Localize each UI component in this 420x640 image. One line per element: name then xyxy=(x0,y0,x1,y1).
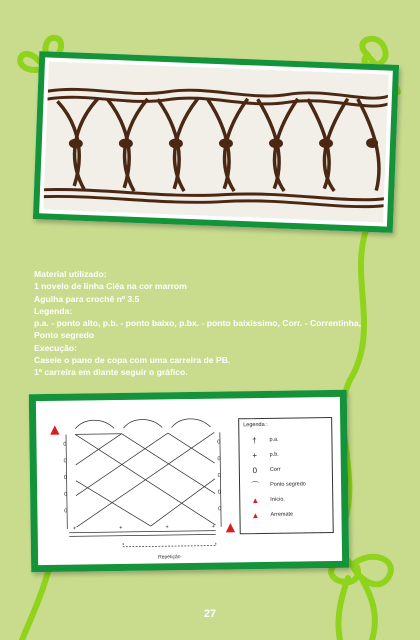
legend-heading: Legenda: xyxy=(34,305,73,316)
materials-line-2: Agulha para crochê nº 3.5 xyxy=(34,293,140,304)
secret-stitch-icon: ⌒ xyxy=(251,481,260,491)
crochet-chart xyxy=(42,403,336,559)
svg-text:0: 0 xyxy=(63,441,67,448)
svg-text:0: 0 xyxy=(217,456,221,463)
single-crochet-icon: + xyxy=(252,451,258,461)
svg-text:+: + xyxy=(119,525,123,532)
chart-legend xyxy=(238,417,334,534)
svg-text:+: + xyxy=(211,523,216,530)
svg-text:+: + xyxy=(72,525,77,532)
chart-legend-title: Legenda : xyxy=(243,421,268,429)
photo-frame xyxy=(33,51,399,233)
svg-text:0: 0 xyxy=(64,508,68,515)
legend-item-label: p.b. xyxy=(269,451,279,458)
execution-heading: Execução: xyxy=(34,342,77,353)
legend-item-label: p.a. xyxy=(269,436,279,443)
materials-line-1: 1 novelo de linha Cléa na cor marrom xyxy=(34,281,187,292)
svg-text:0: 0 xyxy=(217,489,222,496)
chain-stitch-icon: 0 xyxy=(252,466,258,476)
treble-crochet-icon: † xyxy=(252,436,257,446)
svg-text:0: 0 xyxy=(63,458,67,465)
svg-text:0: 0 xyxy=(218,506,222,513)
legend-line-2: Ponto segredo xyxy=(34,330,95,341)
legend-item-label: Corr xyxy=(269,466,281,473)
repeat-label: Repetição xyxy=(158,554,181,561)
legend-item xyxy=(243,434,327,447)
legend-item xyxy=(244,464,328,477)
instructions-text xyxy=(34,268,362,379)
svg-text:0: 0 xyxy=(63,474,67,482)
start-marker-icon: ▲ xyxy=(251,496,260,506)
svg-text:0: 0 xyxy=(217,439,221,446)
finish-marker-icon: ▲ xyxy=(251,511,260,521)
crochet-photo-drawing xyxy=(43,62,388,223)
execution-line-1: Caseie o pano de copa com uma carreira de PB. xyxy=(34,355,231,366)
svg-text:0: 0 xyxy=(64,491,68,498)
execution-line-2: 1ª carreira em diante seguir o gráfico. xyxy=(34,367,188,378)
legend-item xyxy=(244,509,328,522)
legend-item-label: Arremate xyxy=(270,511,294,518)
materials-heading: Material utilizado: xyxy=(34,269,107,279)
chart-frame xyxy=(29,390,349,572)
legend-item-label: Início. xyxy=(270,496,285,503)
svg-text:0: 0 xyxy=(217,472,221,479)
page-number: 27 xyxy=(203,608,217,620)
svg-text:+: + xyxy=(165,524,169,531)
legend-item xyxy=(244,449,328,462)
crochet-photo xyxy=(43,62,388,223)
legend-item xyxy=(244,479,328,492)
legend-line-1: p.a. - ponto alto, p.b. - ponto baixo, p.bx. - ponto baixíssimo, Corr. - Correntinha, xyxy=(34,318,362,329)
legend-item xyxy=(244,494,328,507)
legend-item-label: Ponto segredo xyxy=(270,481,306,488)
